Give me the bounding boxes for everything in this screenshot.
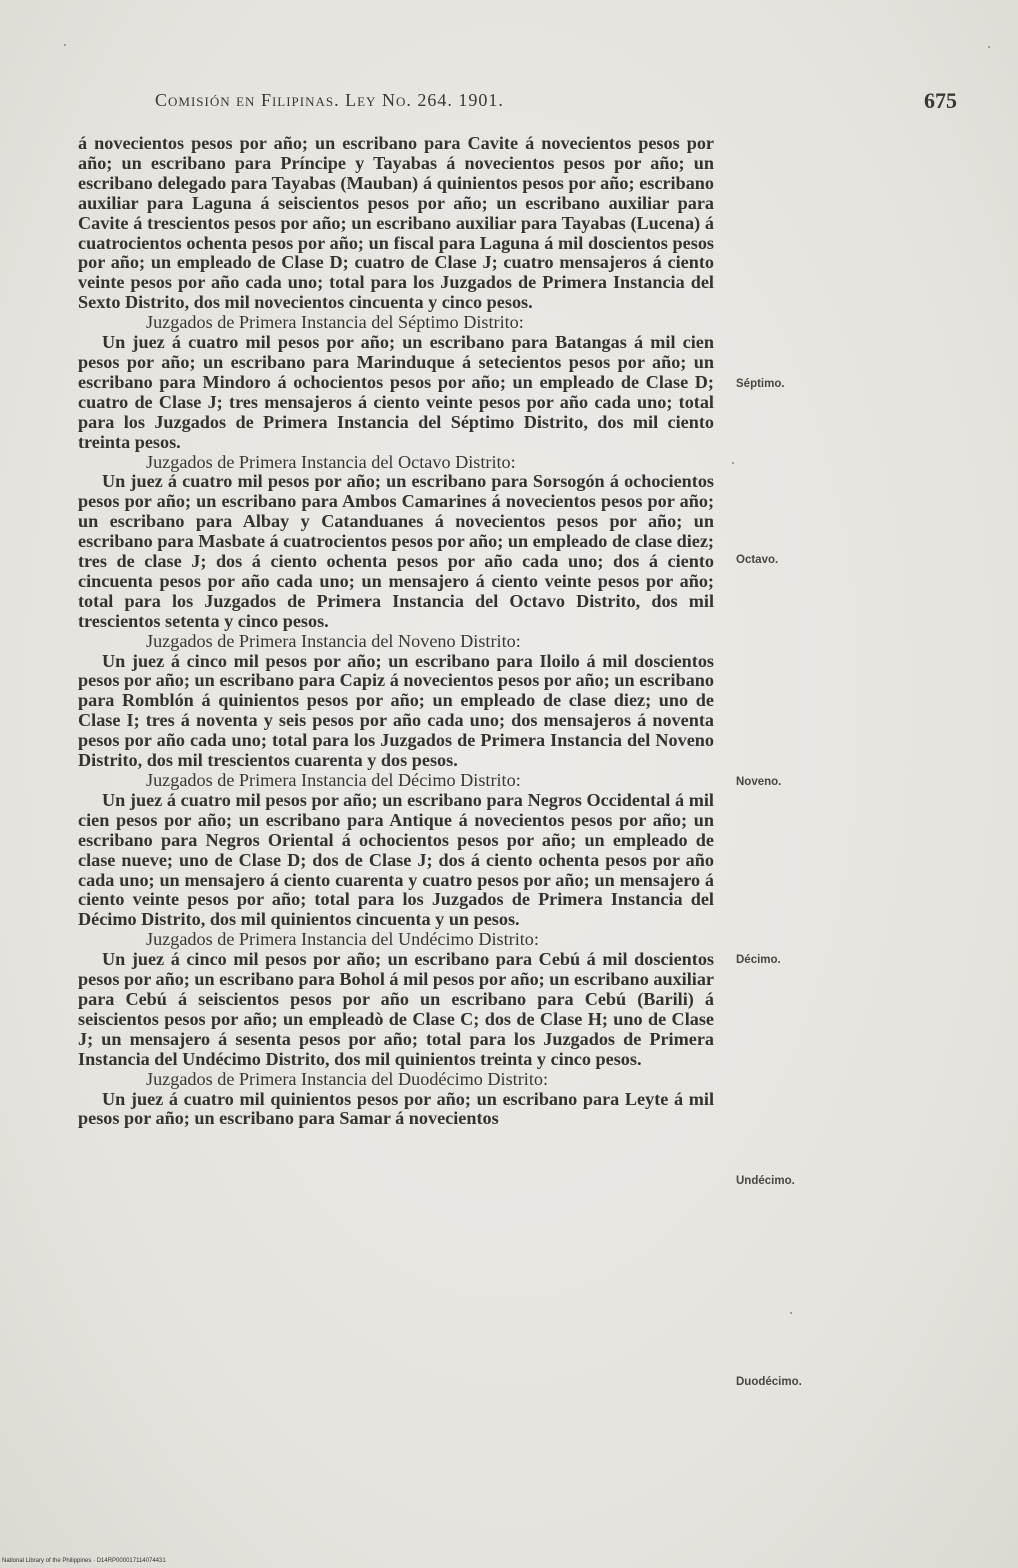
paragraph-duodecimo: Un juez á cuatro mil quinientos pesos por año; un escribano para Leyte á mil pesos por año; un escribano para Samar á novecientos <box>78 1088 714 1129</box>
body-text <box>78 134 714 1129</box>
running-head: Comisión en Filipinas. Ley No. 264. 1901. <box>155 90 504 110</box>
heading-decimo: Juzgados de Primera Instancia del Décimo Distrito: <box>146 770 521 790</box>
sidenote-septimo: Séptimo. <box>736 378 785 390</box>
scan-speck <box>732 462 734 464</box>
paragraph-septimo: Un juez á cuatro mil pesos por año; un escribano para Batangas á mil cien pesos por año; un escribano para Marinduque á setecientos pesos por año; un escribano para Mindoro á ochocientos pesos por año; un empleado de Clase D; cuatro de Clase J; tres mensajeros á ciento veinte pesos por año cada uno; total para los Juzgados de Primera Instancia del Séptimo Distrito, dos mil ciento treinta pesos. <box>78 332 714 452</box>
paragraph-undecimo: Un juez á cinco mil pesos por año; un escribano para Cebú á mil doscientos pesos por año; un escribano para Bohol á mil pesos por año; un escribano auxiliar para Cebú á seiscientos pesos por año un escribano para Cebú (Barili) á seiscientos pesos por año; un empleadò de Clase C; dos de Clase H; uno de Clase J; un mensajero á sesenta pesos por año; total para los Juzgados de Primera Instancia del Undécimo Distrito, dos mil quinientos treinta y cinco pesos. <box>78 949 714 1069</box>
sidenote-duodecimo: Duodécimo. <box>736 1376 802 1388</box>
sidenote-decimo: Décimo. <box>736 954 781 966</box>
sidenote-octavo: Octavo. <box>736 554 779 566</box>
sidenote-noveno: Noveno. <box>736 776 782 788</box>
scan-speck <box>790 1312 792 1314</box>
sidenote-undecimo: Undécimo. <box>736 1175 795 1187</box>
paragraph-sexto-continuation: á novecientos pesos por año; un escribano para Cavite á novecientos pesos por año; un escribano para Príncipe y Tayabas á novecientos pesos por año; un escribano delegado para Tayabas (Mauban) á quinientos pesos por año; escribano auxiliar para Laguna á seiscientos pesos por año; un escribano auxiliar para Cavite á trescientos pesos por año; un escribano auxiliar para Tayabas (Lucena) á cuatrocientos ochenta pesos por año; un fiscal para Laguna á mil doscientos pesos por año; un empleado de Clase D; cuatro de Clase J; cuatro mensajeros á ciento veinte pesos por año cada uno; total para los Juzgados de Primera Instancia del Sexto Distrito, dos mil novecientos cincuenta y cinco pesos. <box>78 133 714 313</box>
paragraph-noveno: Un juez á cinco mil pesos por año; un escribano para Iloilo á mil doscientos pesos por año; un escribano para Capiz á novecientos pesos por año; un escribano para Romblón á quinientos pesos por año; un empleado de clase diez; uno de Clase I; tres á noventa y seis pesos por año cada uno; dos mensajeros á noventa pesos por año cada uno; total para los Juzgados de Primera Instancia del Noveno Distrito, dos mil trescientos cuarenta y dos pesos. <box>78 650 714 771</box>
scan-speck <box>64 44 66 46</box>
scan-footer: National Library of the Philippines · D14RP000017114074431 <box>2 1558 166 1564</box>
heading-undecimo: Juzgados de Primera Instancia del Undécimo Distrito: <box>146 929 539 950</box>
page-number: 675 <box>924 88 957 113</box>
scan-speck <box>988 46 990 48</box>
heading-noveno: Juzgados de Primera Instancia del Noveno Distrito: <box>146 630 521 651</box>
heading-duodecimo: Juzgados de Primera Instancia del Duodécimo Distrito: <box>146 1068 549 1089</box>
paragraph-decimo: Un juez á cuatro mil pesos por año; un escribano para Negros Occidental á mil cien pesos por año; un escribano para Antique á novecientos pesos por año; un escribano para Negros Oriental á ochocientos pesos por año; un empleado de clase nueve; uno de Clase D; dos de Clase J; dos á ciento ochenta pesos por año cada uno; un mensajero á ciento cuarenta y cuatro pesos por año; un mensajero á ciento veinte pesos por año; total para los Juzgados de Primera Instancia del Décimo Distrito, dos mil quinientos cincuenta y un pesos. <box>78 789 714 930</box>
heading-octavo: Juzgados de Primera Instancia del Octavo Distrito: <box>146 451 516 472</box>
paragraph-octavo: Un juez á cuatro mil pesos por año; un escribano para Sorsogón á ochocientos pesos por año; un escribano para Ambos Camarines á novecientos pesos por año; un escribano para Albay y Catanduanes á novecientos pesos por año; un escribano para Masbate á cuatrocientos pesos por año; un empleado de clase diez; tres de clase J; dos á ciento ochenta pesos por año cada uno; dos á ciento cincuenta pesos por año cada uno; un mensajero á ciento veinte pesos por año; total para los Juzgados de Primera Instancia del Octavo Distrito, dos mil trescientos setenta y cinco pesos. <box>78 471 714 631</box>
heading-septimo: Juzgados de Primera Instancia del Séptimo Distrito: <box>146 312 524 333</box>
